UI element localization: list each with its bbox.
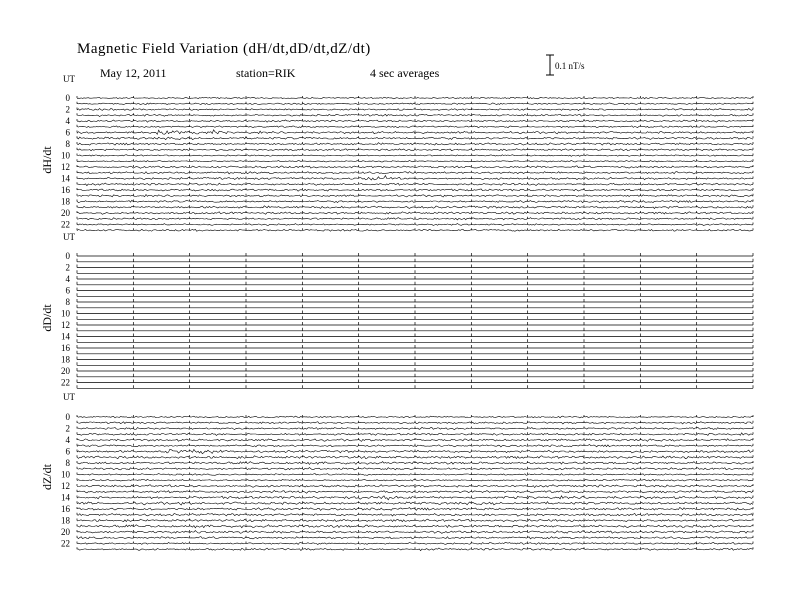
hour-label: 6: [65, 127, 70, 138]
hour-label: 12: [61, 162, 70, 172]
hour-label: 18: [61, 515, 70, 526]
hour-label: 4: [65, 274, 70, 284]
hour-label: 20: [61, 208, 70, 218]
hour-label: 18: [61, 354, 70, 365]
hour-label: 14: [61, 492, 70, 503]
hour-label: 20: [61, 366, 70, 376]
hour-label: 14: [61, 331, 70, 342]
panel-dh-dt: [40, 74, 753, 231]
hour-label: 6: [65, 285, 70, 296]
panel-ylabel: dH/dt: [40, 146, 54, 174]
hour-label: 10: [61, 150, 70, 161]
hour-label: 8: [65, 297, 70, 307]
ut-label: UT: [63, 74, 75, 84]
date-label: May 12, 2011: [100, 66, 167, 80]
averaging-label: 4 sec averages: [370, 66, 440, 80]
hour-label: 16: [61, 343, 70, 353]
hour-label: 2: [65, 262, 70, 273]
hour-label: 8: [65, 458, 70, 468]
panels: [40, 74, 753, 551]
hour-label: 22: [61, 219, 70, 230]
panel-ylabel: dD/dt: [40, 304, 54, 332]
hour-label: 2: [65, 423, 70, 434]
scale-bar-label: 0.1 nT/s: [555, 61, 585, 71]
hour-label: 10: [61, 469, 70, 480]
hour-label: 10: [61, 308, 70, 319]
hour-label: 22: [61, 377, 70, 388]
hour-label: 12: [61, 481, 70, 491]
hour-label: 0: [65, 93, 70, 103]
hour-label: 12: [61, 320, 70, 330]
hour-label: 0: [65, 251, 70, 261]
ut-label: UT: [63, 392, 75, 402]
hour-label: 18: [61, 196, 70, 207]
panel-ylabel: dZ/dt: [40, 464, 54, 490]
hour-label: 4: [65, 435, 70, 445]
hour-label: 8: [65, 139, 70, 149]
station-label: station=RIK: [236, 66, 296, 80]
hour-label: 14: [61, 173, 70, 184]
scale-bar: [546, 55, 585, 75]
chart-title: Magnetic Field Variation (dH/dt,dD/dt,dZ/dt): [77, 41, 371, 57]
hour-label: 22: [61, 538, 70, 549]
panel-dz-dt: [40, 392, 753, 551]
panel-dd-dt: [40, 232, 753, 388]
hour-label: 4: [65, 116, 70, 126]
hour-label: 16: [61, 185, 70, 195]
hour-label: 20: [61, 527, 70, 537]
hour-label: 0: [65, 412, 70, 422]
hour-label: 6: [65, 446, 70, 457]
ut-label: UT: [63, 232, 75, 242]
hour-label: 2: [65, 104, 70, 115]
hour-label: 16: [61, 504, 70, 514]
